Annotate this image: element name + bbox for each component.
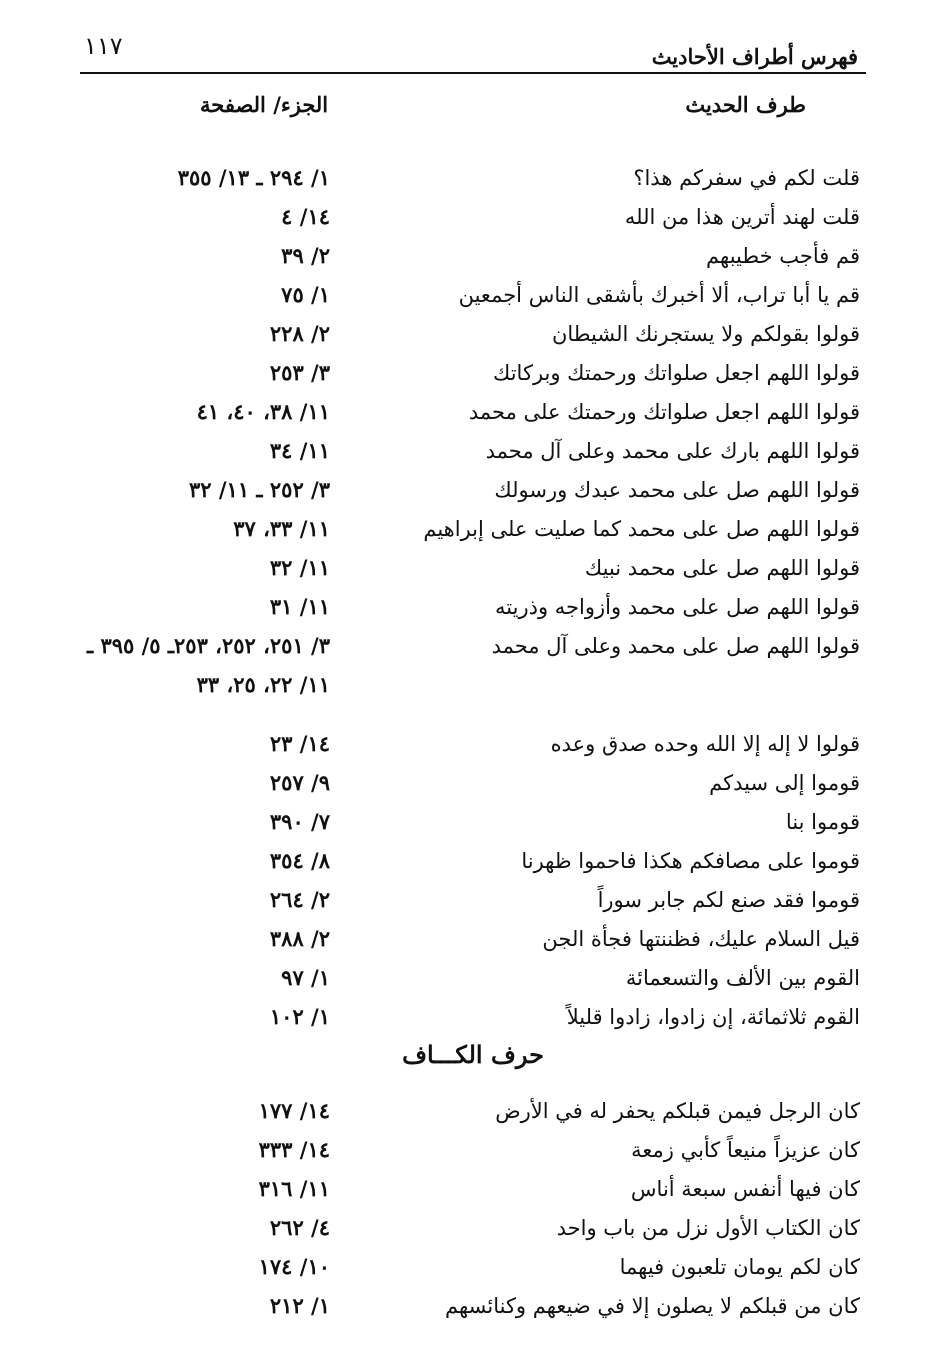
entry-row-continuation xyxy=(80,672,860,711)
hadith-text: قيل السلام عليك، فظننتها فجأة الجن xyxy=(542,927,860,951)
volume-page-ref: ٩/ ٢٥٧ xyxy=(269,770,330,795)
volume-page-ref: ١١/ ٣٤ xyxy=(269,438,330,463)
hadith-text: قولوا اللهم صل على محمد عبدك ورسولك xyxy=(494,478,860,502)
volume-page-ref: ١/ ٢٩٤ ـ ١٣/ ٣٥٥ xyxy=(177,165,330,190)
entry-row xyxy=(80,848,860,887)
entry-row xyxy=(80,1137,860,1176)
volume-page-ref: ١١/ ٣٣، ٣٧ xyxy=(233,516,330,541)
entry-row xyxy=(80,965,860,1004)
entry-row xyxy=(80,770,860,809)
hadith-text: القوم ثلاثمائة، إن زادوا، زادوا قليلاً xyxy=(566,1005,860,1029)
hadith-text: قم يا أبا تراب، ألا أخبرك بأشقى الناس أجمعين xyxy=(458,283,860,307)
volume-page-ref: ١١/ ٣٨، ٤٠، ٤١ xyxy=(196,399,330,424)
volume-page-ref: ٢/ ٢٦٤ xyxy=(269,887,330,912)
spacer xyxy=(80,711,860,731)
volume-page-ref: ٧/ ٣٩٠ xyxy=(269,809,330,834)
volume-page-ref: ١١/ ٢٢، ٢٥، ٣٣ xyxy=(196,672,330,697)
column-header-volume-page: الجزء/ الصفحة xyxy=(200,92,329,117)
entry-row xyxy=(80,477,860,516)
volume-page-ref: ١٤/ ٢٣ xyxy=(269,731,330,756)
hadith-text: قوموا بنا xyxy=(785,810,860,834)
hadith-text: قولوا اللهم صل على محمد وعلى آل محمد xyxy=(491,634,860,658)
entry-row xyxy=(80,516,860,555)
hadith-text: قولوا اللهم صل على محمد نبيك xyxy=(584,556,860,580)
hadith-text: قولوا اللهم بارك على محمد وعلى آل محمد xyxy=(485,439,860,463)
entry-row xyxy=(80,731,860,770)
hadith-text: كان فيها أنفس سبعة أناس xyxy=(630,1177,860,1201)
entry-row xyxy=(80,633,860,672)
entry-row xyxy=(80,1215,860,1254)
hadith-text: قوموا إلى سيدكم xyxy=(709,771,860,795)
entry-row xyxy=(80,204,860,243)
hadith-text: قولوا اللهم صل على محمد كما صليت على إبراهيم xyxy=(423,517,860,541)
entry-row xyxy=(80,1293,860,1332)
hadith-text: قولوا لا إله إلا الله وحده صدق وعده xyxy=(550,732,860,756)
section-heading-kaf: حرف الكـــاف xyxy=(402,1040,544,1069)
volume-page-ref: ٣/ ٢٥١، ٢٥٢، ٢٥٣ـ ٥/ ٣٩٥ ـ xyxy=(86,633,330,658)
hadith-text: قم فأجب خطيبهم xyxy=(706,244,860,268)
entry-row xyxy=(80,1176,860,1215)
volume-page-ref: ١١/ ٣١٦ xyxy=(258,1176,330,1201)
volume-page-ref: ٢/ ٣٨٨ xyxy=(269,926,330,951)
entry-row xyxy=(80,809,860,848)
entry-row xyxy=(80,1098,860,1137)
entry-row xyxy=(80,555,860,594)
running-title: فهرس أطراف الأحاديث xyxy=(651,44,858,69)
hadith-text: قلت لكم في سفركم هذا؟ xyxy=(633,166,860,190)
volume-page-ref: ٣/ ٢٥٢ ـ ١١/ ٣٢ xyxy=(189,477,330,502)
entry-row xyxy=(80,438,860,477)
hadith-text: قولوا اللهم اجعل صلواتك ورحمتك وبركاتك xyxy=(493,361,860,385)
volume-page-ref: ١١/ ٣٢ xyxy=(269,555,330,580)
entry-row xyxy=(80,926,860,965)
column-header-hadith: طرف الحديث xyxy=(685,92,806,117)
hadith-text: كان عزيزاً منيعاً كأبي زمعة xyxy=(631,1138,860,1162)
volume-page-ref: ١٠/ ١٧٤ xyxy=(258,1254,330,1279)
entry-row xyxy=(80,165,860,204)
entry-row xyxy=(80,243,860,282)
hadith-text: قوموا على مصافكم هكذا فاحموا ظهرنا xyxy=(521,849,860,873)
hadith-text: كان الكتاب الأول نزل من باب واحد xyxy=(556,1216,860,1240)
volume-page-ref: ٢/ ٢٢٨ xyxy=(269,321,330,346)
volume-page-ref: ٢/ ٣٩ xyxy=(281,243,330,268)
volume-page-ref: ٤/ ٢٦٢ xyxy=(269,1215,330,1240)
entry-row xyxy=(80,282,860,321)
volume-page-ref: ١٤/ ١٧٧ xyxy=(258,1098,330,1123)
kaf-entries-list xyxy=(80,1098,860,1332)
hadith-text: كان الرجل فيمن قبلكم يحفر له في الأرض xyxy=(495,1099,860,1123)
entries-list xyxy=(80,165,860,1043)
volume-page-ref: ١١/ ٣١ xyxy=(269,594,330,619)
volume-page-ref: ١٤/ ٣٣٣ xyxy=(258,1137,330,1162)
hadith-text: قولوا اللهم صل على محمد وأزواجه وذريته xyxy=(495,595,860,619)
entry-row xyxy=(80,594,860,633)
entry-row xyxy=(80,887,860,926)
hadith-text: كان لكم يومان تلعبون فيهما xyxy=(619,1255,860,1279)
volume-page-ref: ١/ ٢١٢ xyxy=(269,1293,330,1318)
volume-page-ref: ١/ ٧٥ xyxy=(281,282,330,307)
hadith-text: قولوا اللهم اجعل صلواتك ورحمتك على محمد xyxy=(468,400,860,424)
volume-page-ref: ١/ ١٠٢ xyxy=(269,1004,330,1029)
entry-row xyxy=(80,1254,860,1293)
volume-page-ref: ٨/ ٣٥٤ xyxy=(269,848,330,873)
volume-page-ref: ١٤/ ٤ xyxy=(281,204,330,229)
hadith-text: القوم بين الألف والتسعمائة xyxy=(625,966,860,990)
entry-row xyxy=(80,360,860,399)
volume-page-ref: ٣/ ٢٥٣ xyxy=(269,360,330,385)
entry-row xyxy=(80,399,860,438)
volume-page-ref: ١/ ٩٧ xyxy=(281,965,330,990)
hadith-text: قولوا بقولكم ولا يستجرنك الشيطان xyxy=(551,322,860,346)
entry-row xyxy=(80,1004,860,1043)
hadith-text: قوموا فقد صنع لكم جابر سوراً xyxy=(597,888,860,912)
hadith-text: قلت لهند أترين هذا من الله xyxy=(624,205,860,229)
entry-row xyxy=(80,321,860,360)
page-number: ١١٧ xyxy=(84,32,123,60)
page-header xyxy=(80,24,866,74)
hadith-text: كان من قبلكم لا يصلون إلا في ضيعهم وكنائسهم xyxy=(444,1294,860,1318)
